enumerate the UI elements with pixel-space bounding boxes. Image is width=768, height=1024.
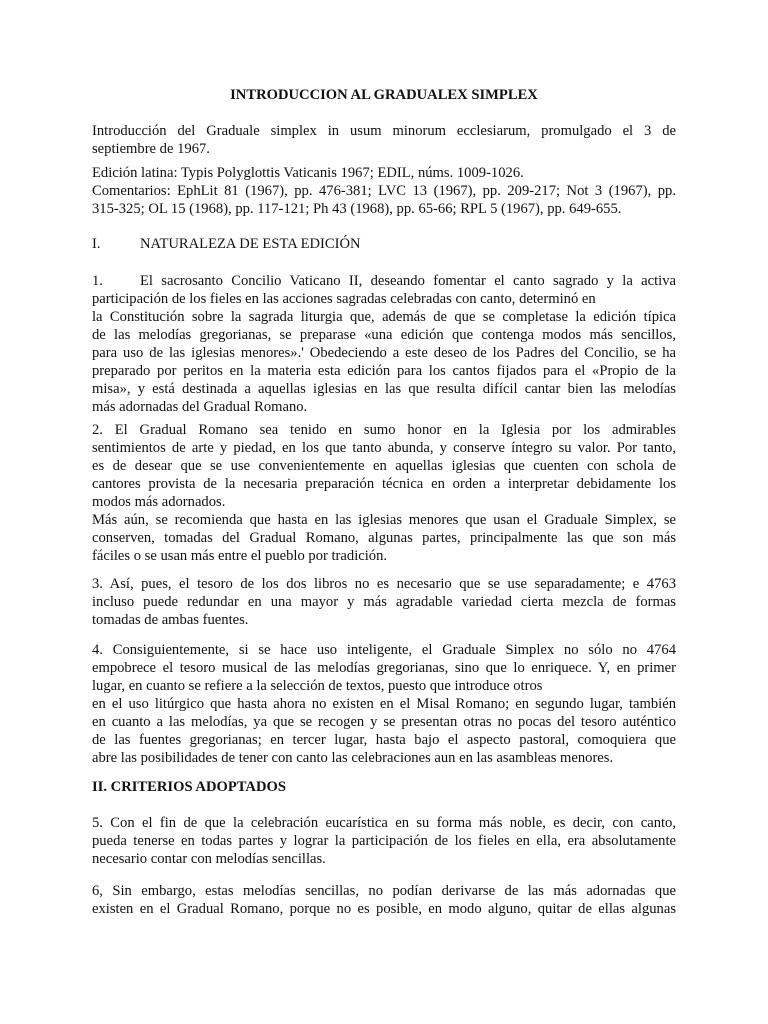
- paragraph-line: 1. El sacrosanto Concilio Vaticano II, deseando fomentar el canto sagrado y la activa: [92, 273, 676, 289]
- paragraph-5: [92, 814, 676, 868]
- paragraph-line: 2. El Gradual Romano sea tenido en sumo honor en la Iglesia por los admirables: [92, 422, 676, 438]
- paragraph-line: de las melodías gregorianas, se preparase «una edición que contenga modos más sencillos,: [92, 327, 676, 343]
- paragraph-line: 5. Con el fin de que la celebración eucarística en su forma más noble, es decir, con canto,: [92, 815, 676, 831]
- edition-line: 315-325; OL 15 (1968), pp. 117-121; Ph 43 (1968), pp. 65-66; RPL 5 (1967), pp. 649-655.: [92, 201, 622, 217]
- paragraph-1: [92, 272, 676, 416]
- document-title: INTRODUCCION AL GRADUALEX SIMPLEX: [230, 87, 538, 103]
- edition-line: Edición latina: Typis Polyglottis Vaticanis 1967; EDIL, núms. 1009-1026.: [92, 165, 524, 181]
- intro-paragraph: [92, 122, 676, 158]
- paragraph-2: [92, 421, 676, 565]
- paragraph-line: para uso de las iglesias menores».' Obedeciendo a este deseo de los Padres del Concilio, se ha: [92, 345, 676, 361]
- paragraph-line: empobrece el tesoro musical de las melodías gregorianas, sino que lo enriquece. Y, en primer: [92, 660, 676, 676]
- paragraph-line: de las fuentes gregorianas; en tercer lugar, hasta bajo el aspecto pastoral, comoquiera que: [92, 732, 676, 748]
- paragraph-line: lugar, en cuanto se refiere a la selección de textos, puesto que introduce otros: [92, 678, 543, 694]
- edition-line: Comentarios: EphLit 81 (1967), pp. 476-381; LVC 13 (1967), pp. 209-217; Not 3 (1967), pp.: [92, 183, 676, 199]
- intro-line: Introducción del Graduale simplex in usum minorum ecclesiarum, promulgado el 3 de: [92, 123, 676, 139]
- section-heading-2: II. CRITERIOS ADOPTADOS: [92, 779, 286, 795]
- paragraph-line: modos más adornados.: [92, 494, 226, 510]
- paragraph-line: más adornadas del Gradual Romano.: [92, 399, 308, 415]
- paragraph-line: fáciles o se usan más entre el pueblo por tradición.: [92, 548, 388, 564]
- paragraph-line: necesario contar con melodías sencillas.: [92, 851, 326, 867]
- paragraph-line: misa», y está destinada a aquellas iglesias en las que resulta difícil cantar bien las melodías: [92, 381, 676, 397]
- paragraph-line: en el uso litúrgico que hasta ahora no existen en el Misal Romano; en segundo lugar, también: [92, 696, 676, 712]
- paragraph-4: [92, 641, 676, 767]
- intro-line: septiembre de 1967.: [92, 141, 210, 157]
- edition-paragraph: [92, 164, 676, 218]
- paragraph-line: conserven, tomadas del Gradual Romano, algunas partes, principalmente las que son más: [92, 530, 676, 546]
- paragraph-line: existen en el Gradual Romano, porque no es posible, en modo alguno, quitar de ellas algunas: [92, 901, 676, 917]
- paragraph-line: cantores provista de la necesaria preparación técnica en orden a interpretar debidamente los: [92, 476, 676, 492]
- paragraph-line: participación de los fieles en las acciones sagradas celebradas con canto, determinó en: [92, 291, 596, 307]
- section-heading-1: [92, 235, 676, 253]
- paragraph-line: 3. Así, pues, el tesoro de los dos libros no es necesario que se use separadamente; e 4763: [92, 576, 676, 592]
- paragraph-line: 4. Consiguientemente, si se hace uso inteligente, el Graduale Simplex no sólo no 4764: [92, 642, 676, 658]
- section-title: NATURALEZA DE ESTA EDICIÓN: [140, 236, 361, 252]
- paragraph-line: es de desear que se use convenientemente en aquellas iglesias que cuenten con schola de: [92, 458, 676, 474]
- paragraph-3: [92, 575, 676, 629]
- paragraph-line: Más aún, se recomienda que hasta en las iglesias menores que usan el Graduale Simplex, se: [92, 512, 676, 528]
- paragraph-line: abre las posibilidades de tener con canto las celebraciones aun en las asambleas menores.: [92, 750, 614, 766]
- paragraph-line: tomadas de ambas fuentes.: [92, 612, 249, 628]
- paragraph-line: pueda tenerse en todas partes y lograr la participación de los fieles en ella, era absolutamente: [92, 833, 676, 849]
- paragraph-line: incluso puede redundar en una mayor y más agradable variedad cierta mezcla de formas: [92, 594, 676, 610]
- paragraph-number: 1.: [92, 273, 103, 289]
- paragraph-line: en cuanto a las melodías, ya que se recogen y se presentan otras no pocas del tesoro auténtico: [92, 714, 676, 730]
- paragraph-line: la Constitución sobre la sagrada liturgia que, además de que se completase la edición típica: [92, 309, 676, 325]
- paragraph-line: preparado por peritos en la materia esta edición para los cantos fijados para el «Propio de la: [92, 363, 676, 379]
- section-number: I.: [92, 236, 101, 252]
- paragraph-line: sentimientos de arte y piedad, en los que tanto abunda, y conserve íntegro su valor. Por tanto,: [92, 440, 676, 456]
- paragraph-line: 6, Sin embargo, estas melodías sencillas, no podían derivarse de las más adornadas que: [92, 883, 676, 899]
- paragraph-6: [92, 882, 676, 918]
